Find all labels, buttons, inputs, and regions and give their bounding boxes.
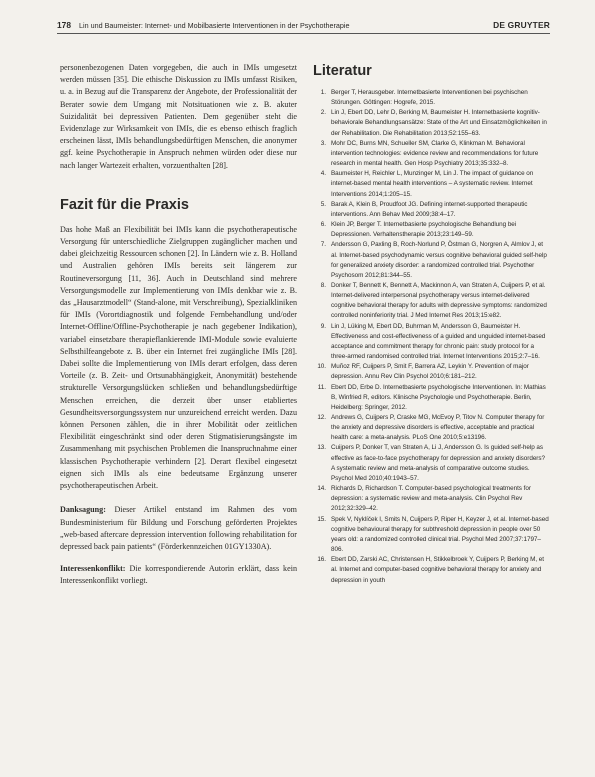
header-rule [57,33,550,34]
reference-text: Muñoz RF, Cuijpers P, Smit F, Barrera AZ, Leykin Y. Prevention of major depression. Annu Rev Clin Psychol 2010;6:181–212. [331,363,529,381]
reference-item [313,362,550,382]
conflict-label: Interessenkonflikt: [60,564,126,574]
reference-number: 6. [320,221,326,229]
reference-text: Andersson G, Paxling B, Roch-Norlund P, Östman G, Norgren A, Almlov J, et al. Internet-based psychodynamic versus cognitive behavioral guided self-help for generalized anxiety disorder: a randomized controlled trial. Psychother Psychosom 2012;81:344–55. [331,241,547,279]
reference-item [313,484,550,514]
reference-number: 1. [320,89,326,96]
acknowledgement-text: Dieser Artikel entstand im Rahmen des vom Bundesministerium für Bildung und Forschung geförderten Projektes „web-based aftercare depression intervention following rehabilitation for depressed back pain patients“ (Förderkennzeichen 01GY1330A). [60,505,297,551]
reference-text: Donker T, Bennett K, Bennett A, Mackinnon A, van Straten A, Cuijpers P, et al. Internet-delivered interpersonal psychotherapy versus internet-delivered cognitive behavioral therapy for adults with depressive symptoms: randomized controlled noninferiority trial. J Med Internet Res 2013;15:e82. [331,281,547,320]
reference-text: Klein JP, Berger T. Internetbasierte psychologische Behandlung bei Depressionen. Verhaltenstherapie 2013;23:149–59. [331,221,517,239]
reference-item [313,322,550,363]
reference-item [313,108,550,138]
fazit-paragraph: Das hohe Maß an Flexibilität bei IMIs kann die psychotherapeutische Versorgung für unterschiedliche Zielgruppen zugänglicher machen und dabei gleichzeitig Ressourcen schonen [2]. In Ländern wie z. B. Holland und Australien gehören IMIs bereits seit längerem zur Routineversorgung [11, 36]. Auch in Deutschland sind mehrere Versorgungsmodelle zur Implementierung von IMIs denkbar wie z. B. das „Hausarztmodell“ (Stand-alone, mit Verschreibung), Spezialkliniken für IMIs (Vorortdiagnostik und folgende Fernbehandlung und/oder Internet-Offline/Offline-Psychotherapie je nach gegebener Indikation), variabel einsetzbare therapieflankierende IMI-Module sowie evaluierte Selbsthilfeangebote z. B. über ein Internet frei zugängliche IMIs [28]. Dabei sollte die Implementierung von IMIs derart erfolgen, dass deren Vorteile (z. B. Zeit- und Ortsunabhängigkeit, Anonymität) bestehende strukturelle Versorgungslücken schließen und behandlungsbedürftige Menschen erreichen, die derzeit über unser etabliertes Gesundheitsversorgungssystem nur unzureichend erreicht werden. Dazu können Personen zählen, die in ihrer Mobilität oder zeitlichen Flexibilität eingeschränkt sind oder deren Stigmatisierungsängste im Zusammenhang mit psychischen Problemen die Inanspruchnahme einer klassischen Psychotherapie verhindern [2]. Derart flexibel eingesetzt eignen sich IMIs als eine bedeutsame Ergänzung unserer psychotherapeutischen Arbeit. [60,224,297,491]
acknowledgement-label: Danksagung: [60,505,106,515]
section-heading-literatur: Literatur [313,63,372,79]
reference-item [313,220,550,240]
running-title: Lin und Baumeister: Internet- und Mobilbasierte Interventionen in der Psychotherapie [79,21,350,30]
conflict-text: Die korrespondierende Autorin erklärt, dass kein Interessenkonflikt vorliegt. [60,564,297,586]
conflict-paragraph [60,563,297,587]
reference-text: Lin J, Lüking M, Ebert DD, Buhrman M, Andersson G, Baumeister H. Effectiveness and cost-effectiveness of a guided and unguided internet-based acceptance and commitment therapy for chronic pain: study protocol for a three-armed randomised controlled trial. Internet Interventions 2015;2:7–16. [331,322,546,361]
reference-number: 9. [320,322,326,330]
left-column [60,62,297,588]
reference-text: Baumeister H, Reichler L, Munzinger M, Lin J. The impact of guidance on internet-based mental health interventions – A systematic review. Internet Interventions 2014;1:205–15. [331,170,534,198]
reference-item [313,139,550,169]
reference-text: Cuijpers P, Donker T, van Straten A, Li J, Andersson G. Is guided self-help as effective as face-to-face psychotherapy for depression and anxiety disorders? A systematic review and meta-analysis of comparative outcome studies. Psychol Med 2010;40:1943–57. [331,444,545,482]
reference-text: Lin J, Ebert DD, Lehr D, Berking M, Baumeister H. Internetbasierte kognitiv-behaviorale Behandlungsansätze: State of the Art und Einsatzmöglichkeiten in der Rehabilitation. Die Rehabilitation 2013;52:155–63. [331,109,547,137]
reference-number: 15. [317,515,326,523]
reference-number: 11. [317,383,326,391]
reference-item [313,443,550,484]
page-header [57,20,550,36]
reference-number: 3. [320,139,326,147]
reference-item [313,413,550,443]
reference-item [313,169,550,199]
reference-text: Ebert DD, Erbe D. Internetbasierte psychologische Interventionen. In: Mathias B, Winfried R, editors. Klinische Psychologie und Psychotherapie. Berlin, Heidelberg: Springer, 2012. [331,383,546,411]
reference-item [313,555,550,585]
reference-number: 5. [320,200,326,208]
reference-item [313,88,550,108]
reference-number: 2. [320,109,326,117]
reference-text: Mohr DC, Burns MN, Schueller SM, Clarke G, Klinkman M. Behavioral intervention technologies: evidence review and recommendations for future research in mental health. Gen Hosp Psychiatry 2013;35:332–8. [331,139,539,168]
reference-text: Andrews G, Cuijpers P, Craske MG, McEvoy P, Titov N. Computer therapy for the anxiety and depressive disorders is effective, acceptable and practical health care: a meta-analysis. PLoS One 2010;5:e13196. [331,414,545,442]
intro-paragraph: personenbezogenen Daten vorgegeben, die auch in IMIs umgesetzt werden müssen [35]. Die ethische Diskussion zu IMIs umfasst Risiken, u. a. in Bezug auf die Transparenz der Angebote, der Professionalität der Berater sowie dem Umgang mit Notsituationen wie z. B. akuter Suizidalität bei depressiven Patienten. Dem gegenüber steht die Evidenzlage zur Wirksamkeit von IMIs, die es ebenso ethisch fraglich erscheinen lässt, IMIs behandlungsbedürftigen Menschen, die anonymer ggf. keine Psychotherapie in Anspruch nehmen würden oder diese nur nach langer Wartezeit erhalten, vorzuenthalten [28]. [60,63,297,170]
right-column [313,62,550,586]
section-heading-fazit: Fazit für die Praxis [60,196,189,213]
reference-item [313,200,550,220]
reference-text: Ebert DD, Zarski AC, Christensen H, Stikkelbroek Y, Cuijpers P, Berking M, et al. Internet and computer-based cognitive behavioral therapy for anxiety and depression in youth [331,556,544,584]
reference-item [313,383,550,413]
acknowledgement-paragraph [60,504,297,553]
reference-number: 13. [317,444,326,452]
reference-list [313,88,550,586]
reference-item [313,281,550,322]
reference-number: 16. [317,556,326,564]
reference-number: 10. [317,363,326,371]
page-number: 178 [57,20,71,30]
reference-number: 14. [317,485,326,493]
reference-text: Richards D, Richardson T. Computer-based psychological treatments for depression: a systematic review and meta-analysis. Clin Psychol Rev 2012;32:329–42. [331,485,531,513]
reference-text: Berger T, Herausgeber. Internetbasierte Interventionen bei psychischen Störungen. Göttingen: Hogrefe, 2015. [331,89,528,107]
reference-item [313,240,550,281]
reference-text: Spek V, Nyklíček I, Smits N, Cuijpers P, Riper H, Keyzer J, et al. Internet-based cognitive behavioural therapy for subthreshold depression in people over 50 years old: a randomized controlled clinical trial. Psychol Med 2007;37:1797–806. [331,515,549,554]
reference-text: Barak A, Klein B, Proudfoot JG. Defining internet-supported therapeutic interventions. Ann Behav Med 2009;38:4–17. [331,200,528,218]
reference-item [313,515,550,556]
reference-number: 7. [320,241,326,249]
publisher-name: DE GRUYTER [493,20,550,30]
reference-number: 8. [320,281,326,289]
reference-number: 4. [320,170,326,178]
reference-number: 12. [317,414,326,421]
